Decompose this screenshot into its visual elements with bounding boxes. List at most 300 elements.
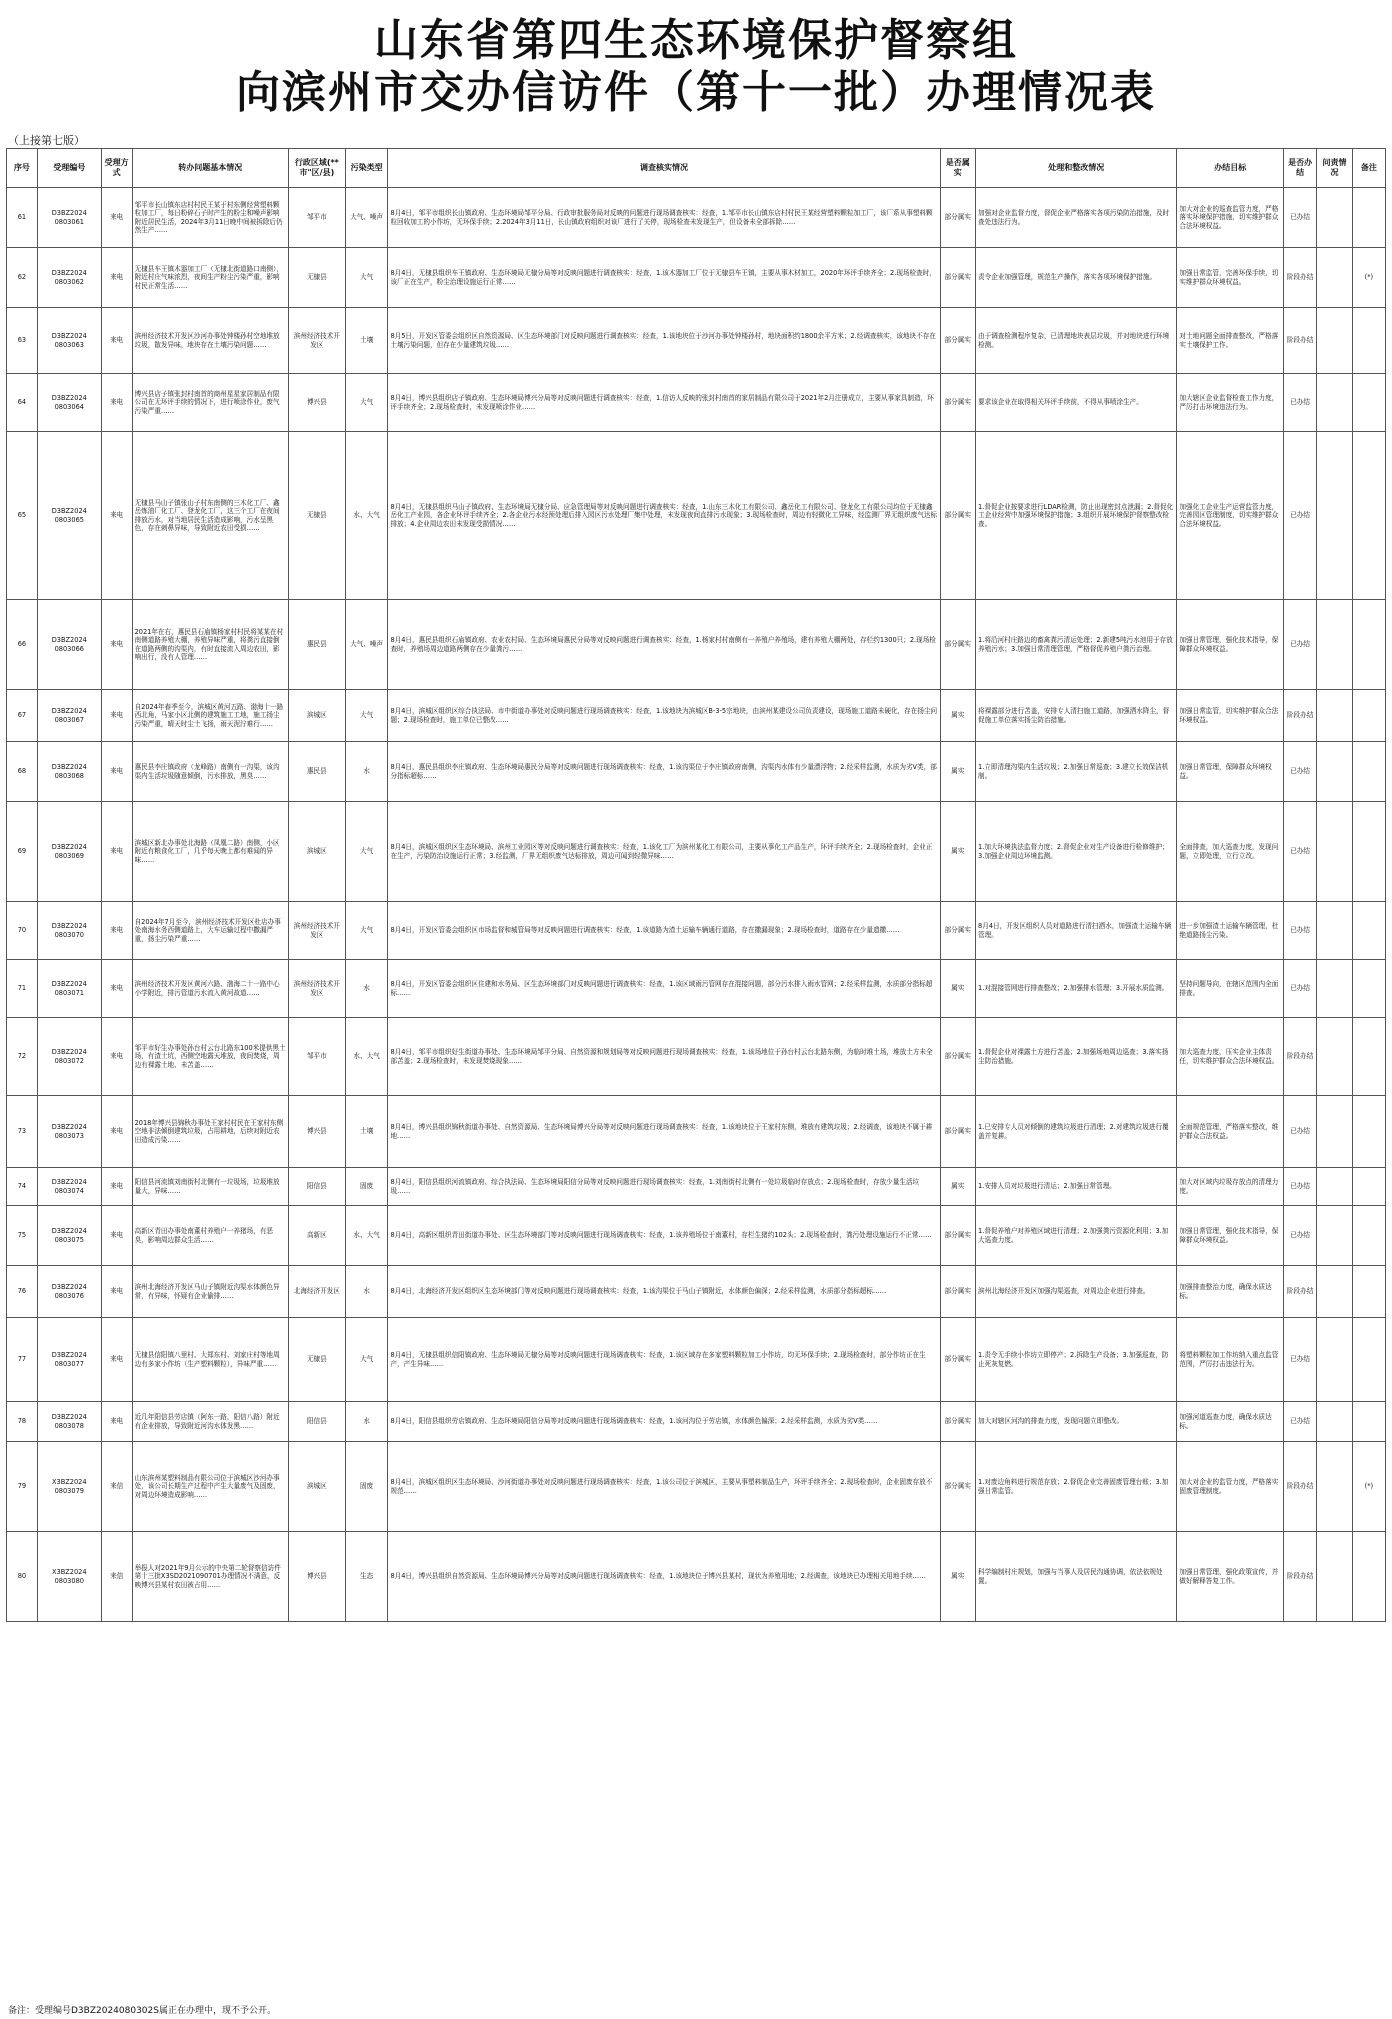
closed-status: 已办结 — [1284, 188, 1317, 248]
closed-status: 已办结 — [1284, 802, 1317, 902]
closed-status: 已办结 — [1284, 1096, 1317, 1168]
investigation: 8月4日，无棣县组织信阳镇政府、生态环境局无棣分局等对反映问题进行现场调查核实：经查，1.该区域存在多家塑料颗粒加工小作坊，均无环保手续；2.现场检查时，部分作坊正在生产，产生异味…… — [388, 1318, 940, 1402]
remark — [1352, 690, 1385, 742]
investigation: 8月4日，滨城区组织区生态环境局、滨州工业园区等对反映问题进行调查核实：经查，1.该化工厂为滨州某化工有限公司，主要从事化工产品生产，环评手续齐全；2.现场检查时，企业正在生产，污染防治设施运行正常；3.经监测，厂界无组织废气达标排放，周边可闻到轻微异味…… — [388, 802, 940, 902]
investigation: 8月4日，博兴县组织店子镇政府、生态环境局博兴分局等对反映问题进行调查核实：经查，1.信访人反映的张封村南首的家居制品有限公司于2021年2月注册成立，主要从事家具制造，环评手续齐全；2.现场检查时，未发现喷涂作业…… — [388, 374, 940, 432]
investigation: 8月4日，开发区管委会组织区市场监督和城管局等对反映问题进行调查核实：经查，1.该道路为渣土运输车辆通行道路，存在撒漏现象；2.现场检查时，道路存在少量遗撒…… — [388, 902, 940, 960]
issue-summary: 山东滨州某塑料制品有限公司位于滨城区沙河办事处，该公司长期生产过程中产生大量废气及固废，对周边环境造成影响…… — [132, 1442, 288, 1532]
remark — [1352, 188, 1385, 248]
verified: 部分属实 — [940, 374, 976, 432]
column-header: 是否办结 — [1284, 149, 1317, 188]
accountability — [1317, 902, 1353, 960]
handling: 将裸露部分进行苫盖，安排专人清扫施工道路，加强洒水降尘，督促施工单位落实扬尘防治措施。 — [976, 690, 1177, 742]
issue-summary: 近几年阳信县劳店镇（阿东一路，阳信八路）附近有企业排放，导致附近河沟水体发黑…… — [132, 1402, 288, 1442]
row-number: 77 — [7, 1318, 38, 1402]
row-number: 72 — [7, 1018, 38, 1096]
district: 邹平市 — [288, 188, 345, 248]
table-row — [7, 1532, 1386, 1622]
intake-method: 来电 — [101, 1402, 132, 1442]
accountability — [1317, 600, 1353, 690]
district: 滨城区 — [288, 802, 345, 902]
accountability — [1317, 1442, 1353, 1532]
table-row — [7, 600, 1386, 690]
goal: 加大巡查力度，压实企业主体责任，切实维护群众合法环境权益。 — [1177, 1018, 1284, 1096]
handling: 要求该企业在取得相关环评手续前，不得从事喷涂生产。 — [976, 374, 1177, 432]
district: 阳信县 — [288, 1402, 345, 1442]
issue-summary: 2021年在右，惠民县石庙镇杨家村村民将某某在村南侧道路养殖大棚，养殖异味严重，将粪污直接倒在道路两侧的沟渠内，有时直接流入周边农田，影响出行，没有人管理…… — [132, 600, 288, 690]
pollution-type: 水 — [345, 960, 388, 1018]
handling: 1.将沿河村庄路边的畜禽粪污清运处理；2.新建5吨污水池用于存放养殖污水；3.加强日常清理管理，严格督促养殖户粪污治理。 — [976, 600, 1177, 690]
table-row — [7, 248, 1386, 308]
table-row — [7, 1266, 1386, 1318]
column-header: 调查核实情况 — [388, 149, 940, 188]
row-number: 70 — [7, 902, 38, 960]
closed-status: 阶段办结 — [1284, 1442, 1317, 1532]
intake-method: 来电 — [101, 432, 132, 600]
closed-status: 阶段办结 — [1284, 1018, 1317, 1096]
intake-method: 来电 — [101, 1168, 132, 1206]
goal: 加大对企业的巡查监管力度，严格落实环境保护措施，切实维护群众合法环境权益。 — [1177, 188, 1284, 248]
accountability — [1317, 1168, 1353, 1206]
table-row — [7, 960, 1386, 1018]
pollution-type: 大气 — [345, 248, 388, 308]
intake-method: 来信 — [101, 1442, 132, 1532]
goal: 将塑料颗粒加工作坊纳入重点监管范围，严厉打击违法行为。 — [1177, 1318, 1284, 1402]
footnote: 备注：受理编号D3BZ2024080302S属正在办理中，现不予公开。 — [8, 2006, 276, 2016]
handling: 加大对辖区河沟的排查力度，发现问题立即整改。 — [976, 1402, 1177, 1442]
case-id: D3BZ2024 0803076 — [37, 1266, 101, 1318]
pollution-type: 大气 — [345, 802, 388, 902]
issue-summary: 举报人对2021年9月公示的中央第二轮督察信访件第十三批X3SD2021090701办理情况不满意，反映博兴县某村农田被占用…… — [132, 1532, 288, 1622]
case-id: D3BZ2024 0803073 — [37, 1096, 101, 1168]
table-body — [7, 188, 1386, 1622]
intake-method: 来电 — [101, 1206, 132, 1266]
remark — [1352, 1206, 1385, 1266]
row-number: 76 — [7, 1266, 38, 1318]
handling: 1.安排人员对垃圾进行清运；2.加强日常管理。 — [976, 1168, 1177, 1206]
issue-summary: 自2024年7月至今，滨州经济技术开发区杜店办事处南海水务西侧道路上，大车运输过程中撒漏严重，扬尘污染严重…… — [132, 902, 288, 960]
pollution-type: 水、大气 — [345, 1018, 388, 1096]
goal: 加大辖区企业监督检查工作力度，严厉打击环境违法行为。 — [1177, 374, 1284, 432]
accountability — [1317, 960, 1353, 1018]
verified: 属实 — [940, 1532, 976, 1622]
handling: 1.对混接管网进行排查整改；2.加强排水管理；3.开展水质监测。 — [976, 960, 1177, 1018]
closed-status: 已办结 — [1284, 600, 1317, 690]
district: 邹平市 — [288, 1018, 345, 1096]
investigation: 8月4日，邹平市组织长山镇政府、生态环境局邹平分局、行政审批服务局对反映的问题进行现场调查核实：经查，1.邹平市长山镇东店村村民王某经营塑料颗粒加工厂，该厂系从事塑料颗粒回收加工的小作坊，无环保手续；2.2024年3月11日，长山镇政府组织对该厂进行了关停，现场检查未发现生产，但设备未全部拆除…… — [388, 188, 940, 248]
handling: 加强对企业监督力度，督促企业严格落实各项污染防治措施，及时查处违法行为。 — [976, 188, 1177, 248]
intake-method: 来电 — [101, 742, 132, 802]
verified: 部分属实 — [940, 1266, 976, 1318]
verified: 属实 — [940, 690, 976, 742]
intake-method: 来电 — [101, 600, 132, 690]
column-header: 受理编号 — [37, 149, 101, 188]
accountability — [1317, 432, 1353, 600]
remark — [1352, 600, 1385, 690]
case-id: D3BZ2024 0803065 — [37, 432, 101, 600]
case-id: D3BZ2024 0803064 — [37, 374, 101, 432]
intake-method: 来电 — [101, 802, 132, 902]
case-id: D3BZ2024 0803075 — [37, 1206, 101, 1266]
closed-status: 已办结 — [1284, 374, 1317, 432]
remark — [1352, 1318, 1385, 1402]
closed-status: 阶段办结 — [1284, 1532, 1317, 1622]
remark — [1352, 308, 1385, 374]
table-row — [7, 374, 1386, 432]
case-id: D3BZ2024 0803071 — [37, 960, 101, 1018]
investigation: 8月4日，阳信县组织劳店镇政府、生态环境局阳信分局等对反映问题进行现场调查核实：经查，1.该河沟位于劳店镇，水体颜色偏深；2.经采样监测，水质为劣V类…… — [388, 1402, 940, 1442]
row-number: 73 — [7, 1096, 38, 1168]
column-header: 序号 — [7, 149, 38, 188]
pollution-type: 水、大气 — [345, 432, 388, 600]
goal: 加大对企业的监管力度，严格落实固废管理制度。 — [1177, 1442, 1284, 1532]
issue-summary: 邹平市长山镇东店村村民王某于村东侧经营塑料颗粒加工厂，每日粉碎石子时产生的粉尘和噪声影响附近居民生活，2024年3月11日晚中间被拆除后仍然生产…… — [132, 188, 288, 248]
case-id: D3BZ2024 0803072 — [37, 1018, 101, 1096]
intake-method: 来电 — [101, 690, 132, 742]
handling: 责令企业加强管理，规范生产操作，落实各项环境保护措施。 — [976, 248, 1177, 308]
pollution-type: 土壤 — [345, 1096, 388, 1168]
accountability — [1317, 1532, 1353, 1622]
accountability — [1317, 1096, 1353, 1168]
pollution-type: 大气、噪声 — [345, 188, 388, 248]
closed-status: 阶段办结 — [1284, 1266, 1317, 1318]
verified: 部分属实 — [940, 432, 976, 600]
table-row — [7, 690, 1386, 742]
district: 惠民县 — [288, 600, 345, 690]
pollution-type: 生态 — [345, 1532, 388, 1622]
district: 高新区 — [288, 1206, 345, 1266]
district: 滨州经济技术开发区 — [288, 308, 345, 374]
verified: 属实 — [940, 960, 976, 1018]
accountability — [1317, 690, 1353, 742]
verified: 部分属实 — [940, 1318, 976, 1402]
issue-summary: 无棣县车王镇木器加工厂（无棣北街道路口南侧），附近村庄气味浓烈，夜间生产粉尘污染严重，影响村民正常生活…… — [132, 248, 288, 308]
goal: 加强排查整治力度，确保水质达标。 — [1177, 1266, 1284, 1318]
row-number: 64 — [7, 374, 38, 432]
intake-method: 来电 — [101, 248, 132, 308]
pollution-type: 水、大气 — [345, 1206, 388, 1266]
verified: 属实 — [940, 1168, 976, 1206]
title-line-2: 向滨州市交办信访件（第十一批）办理情况表 — [236, 67, 1156, 118]
goal: 加强日常管理，强化技术指导，保障群众环境权益。 — [1177, 600, 1284, 690]
accountability — [1317, 188, 1353, 248]
remark — [1352, 1168, 1385, 1206]
investigation: 8月4日，高新区组织青田街道办事处、区生态环境部门等对反映问题进行现场调查核实：经查，1.该养殖场位于南董村，存栏生猪约102头；2.现场检查时，粪污处理设施运行不正常…… — [388, 1206, 940, 1266]
title-line-1: 山东省第四生态环境保护督察组 — [374, 15, 1018, 66]
closed-status: 已办结 — [1284, 960, 1317, 1018]
table-row — [7, 802, 1386, 902]
closed-status: 已办结 — [1284, 1168, 1317, 1206]
pollution-type: 大气 — [345, 1318, 388, 1402]
verified: 部分属实 — [940, 248, 976, 308]
pollution-type: 大气 — [345, 902, 388, 960]
district: 博兴县 — [288, 374, 345, 432]
table-row — [7, 188, 1386, 248]
handling: 1.督促养殖户对养殖区域进行清理；2.加强粪污资源化利用；3.加大巡查力度。 — [976, 1206, 1177, 1266]
column-header: 处理和整改情况 — [976, 149, 1177, 188]
verified: 部分属实 — [940, 600, 976, 690]
column-header: 污染类型 — [345, 149, 388, 188]
district: 北海经济开发区 — [288, 1266, 345, 1318]
intake-method: 来电 — [101, 960, 132, 1018]
issue-summary: 滨州经济技术开发区黄河六路、渤海二十一路中心小学附近，排污管道污水流入黄河故道…… — [132, 960, 288, 1018]
row-number: 66 — [7, 600, 38, 690]
table-row — [7, 432, 1386, 600]
accountability — [1317, 1402, 1353, 1442]
investigation: 8月4日，无棣县组织车王镇政府、生态环境局无棣分局等对反映问题进行调查核实：经查，1.该木器加工厂位于无棣县车王镇，主要从事木材加工，2020年环评手续齐全；2.现场检查时，该厂正在生产，粉尘治理设施运行正常…… — [388, 248, 940, 308]
pollution-type: 水 — [345, 742, 388, 802]
pollution-type: 水 — [345, 1266, 388, 1318]
district: 无棣县 — [288, 1318, 345, 1402]
case-id: D3BZ2024 0803062 — [37, 248, 101, 308]
closed-status: 已办结 — [1284, 432, 1317, 600]
issue-summary: 2018年博兴县锦秋办事处王家村村民在王家村东侧空地非法倾倒建筑垃圾，占用耕地，后续对附近农田造成污染…… — [132, 1096, 288, 1168]
intake-method: 来电 — [101, 374, 132, 432]
closed-status: 已办结 — [1284, 1206, 1317, 1266]
goal: 全面排查，加大巡查力度，发现问题，立即处理，立行立改。 — [1177, 802, 1284, 902]
investigation: 8月4日，博兴县组织自然资源局、生态环境局博兴分局等对反映问题进行现场调查核实：经查，1.该地块位于博兴县某村，现状为养殖用地；2.经调查，该地块已办理相关用地手续…… — [388, 1532, 940, 1622]
goal: 进一步加强渣土运输车辆管理，杜绝道路扬尘污染。 — [1177, 902, 1284, 960]
closed-status: 已办结 — [1284, 1402, 1317, 1442]
goal: 加强日常管理，保障群众环境权益。 — [1177, 742, 1284, 802]
goal: 坚持问题导向，在辖区范围内全面排查。 — [1177, 960, 1284, 1018]
pollution-type: 大气、噪声 — [345, 600, 388, 690]
verified: 部分属实 — [940, 1096, 976, 1168]
investigation: 8月4日，滨城区组织区综合执法局、市中街道办事处对反映问题进行现场调查核实：经查，1.该地块为滨城区B-3-5宗地块，由滨州某建设公司负责建设，现场施工道路未硬化，存在扬尘问题；2.现场检查时，施工单位已整改…… — [388, 690, 940, 742]
case-id: D3BZ2024 0803070 — [37, 902, 101, 960]
pollution-type: 固废 — [345, 1442, 388, 1532]
intake-method: 来电 — [101, 1318, 132, 1402]
handling: 1.对废边角料进行规范存放；2.督促企业完善固废管理台账；3.加强日常监管。 — [976, 1442, 1177, 1532]
pollution-type: 大气 — [345, 690, 388, 742]
issue-summary: 博兴县店子镇张封村南首的商州星星家居制品有限公司在无环评手续的情况下，进行喷涂作业，废气污染严重…… — [132, 374, 288, 432]
case-id: D3BZ2024 0803067 — [37, 690, 101, 742]
issue-summary: 无棣县马山子镇张山子村东南侧的三木化工厂、鑫岳炼油厂化工厂、登龙化工厂，这三个工厂在夜间排放污水，对当地居民生活造成影响，污水呈黑色，存在刺鼻异味，导致附近农田受损…… — [132, 432, 288, 600]
goal: 加强日常管理，强化技术指导，保障群众环境权益。 — [1177, 1206, 1284, 1266]
pollution-type: 大气 — [345, 374, 388, 432]
verified: 属实 — [940, 742, 976, 802]
issue-summary: 滨州经济技术开发区沙河办事处钟楼孙村空地堆放垃圾，散发异味，地块存在土壤污染问题…… — [132, 308, 288, 374]
investigation: 8月4日，惠民县组织石庙镇政府、农业农村局、生态环境局惠民分局等对反映问题进行调查核实：经查，1.杨家村村南侧有一养殖户养殖场，建有养殖大棚两处，存栏约1300只；2.现场检查时，养殖场周边道路两侧存在少量粪污…… — [388, 600, 940, 690]
intake-method: 来电 — [101, 308, 132, 374]
closed-status: 阶段办结 — [1284, 308, 1317, 374]
accountability — [1317, 248, 1353, 308]
case-id: X3BZ2024 0803080 — [37, 1532, 101, 1622]
column-header: 办结目标 — [1177, 149, 1284, 188]
accountability — [1317, 374, 1353, 432]
handling: 1.责令无手续小作坊立即停产；2.拆除生产设备；3.加强巡查，防止死灰复燃。 — [976, 1318, 1177, 1402]
remark — [1352, 1018, 1385, 1096]
closed-status: 阶段办结 — [1284, 690, 1317, 742]
verified: 属实 — [940, 802, 976, 902]
handling: 1.已安排专人员对倾倒的建筑垃圾进行清理；2.对建筑垃圾进行覆盖并复耕。 — [976, 1096, 1177, 1168]
case-id: D3BZ2024 0803066 — [37, 600, 101, 690]
table-row — [7, 1402, 1386, 1442]
district: 滨城区 — [288, 1442, 345, 1532]
handling: 科学编制村庄规划，加强与当事人及居民沟通协调，依法依规处置。 — [976, 1532, 1177, 1622]
remark — [1352, 960, 1385, 1018]
goal: 对土地问题全面排查整改，严格落实土壤保护工作。 — [1177, 308, 1284, 374]
district: 博兴县 — [288, 1532, 345, 1622]
district: 无棣县 — [288, 432, 345, 600]
verified: 部分属实 — [940, 1018, 976, 1096]
issue-summary: 惠民县李庄镇政府（龙峰路）南侧有一沟渠，该沟渠内生活垃圾随意倾倒，污水排放，黑臭…… — [132, 742, 288, 802]
goal: 全面规范管理，严格落实整改，维护群众合法权益。 — [1177, 1096, 1284, 1168]
table-row — [7, 1018, 1386, 1096]
case-id: D3BZ2024 0803074 — [37, 1168, 101, 1206]
remark — [1352, 902, 1385, 960]
row-number: 62 — [7, 248, 38, 308]
case-id: D3BZ2024 0803068 — [37, 742, 101, 802]
accountability — [1317, 742, 1353, 802]
case-id: D3BZ2024 0803063 — [37, 308, 101, 374]
intake-method: 来电 — [101, 1096, 132, 1168]
remark — [1352, 1402, 1385, 1442]
table-row — [7, 902, 1386, 960]
goal: 加强日常管理，强化政策宣传，并做好解释答复工作。 — [1177, 1532, 1284, 1622]
issue-summary: 自2024年春季至今，滨城区黄河五路、渤海十一路西北角，马家小区北侧的建筑施工工地，施工扬尘污染严重，晴天时尘土飞扬，雨天泥泞难行…… — [132, 690, 288, 742]
district: 惠民县 — [288, 742, 345, 802]
remark — [1352, 374, 1385, 432]
column-header: 受理方式 — [101, 149, 132, 188]
closed-status: 已办结 — [1284, 902, 1317, 960]
goal: 加强河道巡查力度，确保水质达标。 — [1177, 1402, 1284, 1442]
handling: 1.加大环境执法监督力度；2.督促企业对生产设备进行检修维护；3.加强企业周边环境监测。 — [976, 802, 1177, 902]
remark — [1352, 1096, 1385, 1168]
remark: (*) — [1352, 1442, 1385, 1532]
intake-method: 来电 — [101, 188, 132, 248]
investigation: 8月4日，开发区管委会组织区住建和水务局、区生态环境部门对反映问题进行调查核实：经查，1.该区域雨污管网存在混接问题，部分污水排入雨水管网；2.经采样监测，水质部分指标超标…… — [388, 960, 940, 1018]
handling: 8月4日，开发区组织人员对道路进行清扫洒水，加强渣土运输车辆管理。 — [976, 902, 1177, 960]
table-row — [7, 1442, 1386, 1532]
case-id: X3BZ2024 0803079 — [37, 1442, 101, 1532]
verified: 部分属实 — [940, 1206, 976, 1266]
column-header: 是否属实 — [940, 149, 976, 188]
row-number: 69 — [7, 802, 38, 902]
column-header: 问责情况 — [1317, 149, 1353, 188]
column-header: 行政区域(**市"区/县) — [288, 149, 345, 188]
verified: 部分属实 — [940, 308, 976, 374]
row-number: 65 — [7, 432, 38, 600]
remark — [1352, 1532, 1385, 1622]
district: 无棣县 — [288, 248, 345, 308]
intake-method: 来电 — [101, 1266, 132, 1318]
pollution-type: 水 — [345, 1402, 388, 1442]
verified: 部分属实 — [940, 1402, 976, 1442]
district: 博兴县 — [288, 1096, 345, 1168]
row-number: 74 — [7, 1168, 38, 1206]
pollution-type: 土壤 — [345, 308, 388, 374]
remark — [1352, 742, 1385, 802]
remark: (*) — [1352, 248, 1385, 308]
remark — [1352, 432, 1385, 600]
investigation: 8月4日，无棣县组织马山子镇政府、生态环境局无棣分局、应急管理局等对反映问题进行调查核实：经查，1.山东三木化工有限公司、鑫岳化工有限公司、登龙化工有限公司均位于无棣鑫岳化工产业园，各企业环评手续齐全；2.各企业污水经预处理后排入园区污水处理厂集中处理，未发现夜间直排污水现象；3.现场检查时，周边有轻微化工异味，经监测厂界无组织废气达标排放；4.企业周边农田未发现受损情况…… — [388, 432, 940, 600]
row-number: 61 — [7, 188, 38, 248]
investigation: 8月4日，博兴县组织锦秋街道办事处、自然资源局、生态环境局博兴分局等对反映问题进行现场调查核实：经查，1.该地块位于王家村东侧，堆放有建筑垃圾；2.经调查，该地块不属于耕地…… — [388, 1096, 940, 1168]
handling: 由于调查检测程序复杂，已清理地块表层垃圾，并对地块进行环境检测。 — [976, 308, 1177, 374]
district: 阳信县 — [288, 1168, 345, 1206]
district: 滨州经济技术开发区 — [288, 902, 345, 960]
row-number: 67 — [7, 690, 38, 742]
investigation: 8月4日，邹平市组织好生街道办事处、生态环境局邹平分局、自然资源和规划局等对反映问题进行现场调查核实：经查，1.该场地位于孙台村云台北路东侧，为临时堆土场，堆放土方未全部苫盖；2.现场检查时，未发现焚烧现象…… — [388, 1018, 940, 1096]
issue-summary: 阳信县河流镇刘南街村北侧有一垃圾场，垃圾堆放量大，异味…… — [132, 1168, 288, 1206]
investigation: 8月5日，开发区管委会组织区自然资源局、区生态环境部门对反映问题进行调查核实：经查，1.该地块位于沙河办事处钟楼孙村，地块面积约1800余平方米；2.经调查核实，该地块不存在土壤污染问题，但存在少量建筑垃圾…… — [388, 308, 940, 374]
column-header: 转办问题基本情况 — [132, 149, 288, 188]
row-number: 78 — [7, 1402, 38, 1442]
accountability — [1317, 1206, 1353, 1266]
row-number: 80 — [7, 1532, 38, 1622]
verified: 部分属实 — [940, 902, 976, 960]
table-row — [7, 1318, 1386, 1402]
investigation: 8月4日，阳信县组织河流镇政府、综合执法局、生态环境局阳信分局等对反映问题进行现场调查核实：经查，1.刘南街村北侧有一处垃圾临时存放点；2.现场检查时，存放少量生活垃圾…… — [388, 1168, 940, 1206]
case-id: D3BZ2024 0803061 — [37, 188, 101, 248]
issue-summary: 滨城区新北办事处北海路（凤凰二路）南侧，小区附近有粮食化工厂，几乎每天晚上都有难闻的异味…… — [132, 802, 288, 902]
closed-status: 已办结 — [1284, 1318, 1317, 1402]
row-number: 75 — [7, 1206, 38, 1266]
goal: 加强日常监管，切实维护群众合法环境权益。 — [1177, 690, 1284, 742]
accountability — [1317, 1266, 1353, 1318]
case-id: D3BZ2024 0803077 — [37, 1318, 101, 1402]
accountability — [1317, 1318, 1353, 1402]
remark — [1352, 802, 1385, 902]
row-number: 79 — [7, 1442, 38, 1532]
verified: 部分属实 — [940, 1442, 976, 1532]
intake-method: 来电 — [101, 1018, 132, 1096]
district: 滨城区 — [288, 690, 345, 742]
goal: 加大对区域内垃圾存放点的清理力度。 — [1177, 1168, 1284, 1206]
verified: 部分属实 — [940, 188, 976, 248]
case-table — [6, 148, 1386, 1622]
handling: 1.督促企业按要求进行LDAR检测，防止出现密封点泄漏；2.督促化工企业经营中加强环境保护措施；3.组织开展环境保护督察整改检查。 — [976, 432, 1177, 600]
district: 滨州经济技术开发区 — [288, 960, 345, 1018]
table-header-row — [7, 149, 1386, 188]
case-id: D3BZ2024 0803078 — [37, 1402, 101, 1442]
goal: 加强日常监管，完善环保手续，切实维护群众环境权益。 — [1177, 248, 1284, 308]
issue-summary: 邹平市好生办事处孙台村云台北路东100米提供黑土场，有渣土坑，西侧空地露天堆放，夜间焚烧，周边有裸露土地、未苫盖…… — [132, 1018, 288, 1096]
investigation: 8月4日，惠民县组织李庄镇政府、生态环境局惠民分局等对反映问题进行现场调查核实：经查，1.该沟渠位于李庄镇政府南侧，沟渠内水体有少量漂浮物；2.经采样监测，水质为劣V类，部分指标超标…… — [388, 742, 940, 802]
accountability — [1317, 308, 1353, 374]
table-row — [7, 742, 1386, 802]
pollution-type: 固废 — [345, 1168, 388, 1206]
handling: 1.督促企业对裸露土方进行苫盖；2.加强场地周边巡查；3.落实扬尘防治措施。 — [976, 1018, 1177, 1096]
investigation: 8月4日，北海经济开发区组织区生态环境部门等对反映问题进行现场调查核实：经查，1.该沟渠位于马山子镇附近，水体颜色偏深；2.经采样监测，水质部分指标超标…… — [388, 1266, 940, 1318]
intake-method: 来信 — [101, 1532, 132, 1622]
issue-summary: 滨州北海经济开发区马山子镇附近沟渠水体颜色异常，有异味，怀疑有企业偷排…… — [132, 1266, 288, 1318]
continued-note: （上接第七版） — [8, 134, 85, 147]
closed-status: 阶段办结 — [1284, 248, 1317, 308]
accountability — [1317, 1018, 1353, 1096]
issue-summary: 无棣县信阳镇八里村、大郑东村、刘家庄村等地周边有多家小作坊（生产塑料颗粒），异味严重…… — [132, 1318, 288, 1402]
handling: 滨州北海经济开发区加强沟渠巡查，对周边企业进行排查。 — [976, 1266, 1177, 1318]
row-number: 63 — [7, 308, 38, 374]
table-row — [7, 308, 1386, 374]
accountability — [1317, 802, 1353, 902]
case-id: D3BZ2024 0803069 — [37, 802, 101, 902]
intake-method: 来电 — [101, 902, 132, 960]
row-number: 68 — [7, 742, 38, 802]
row-number: 71 — [7, 960, 38, 1018]
remark — [1352, 1266, 1385, 1318]
table-row — [7, 1206, 1386, 1266]
table-row — [7, 1096, 1386, 1168]
issue-summary: 高新区青田办事处南董村养殖户一养猪场，有恶臭，影响周边群众生活…… — [132, 1206, 288, 1266]
investigation: 8月4日，滨城区组织区生态环境局、沙河街道办事处对反映问题进行现场调查核实：经查，1.该公司位于滨城区，主要从事塑料制品生产，环评手续齐全；2.现场检查时，企业固废存放不规范…… — [388, 1442, 940, 1532]
column-header: 备注 — [1352, 149, 1385, 188]
handling: 1.立即清理沟渠内生活垃圾；2.加强日常巡查；3.建立长效保洁机制。 — [976, 742, 1177, 802]
table-row — [7, 1168, 1386, 1206]
closed-status: 已办结 — [1284, 742, 1317, 802]
goal: 加强化工企业生产运营监管力度，完善园区管理制度，切实维护群众合法环境权益。 — [1177, 432, 1284, 600]
